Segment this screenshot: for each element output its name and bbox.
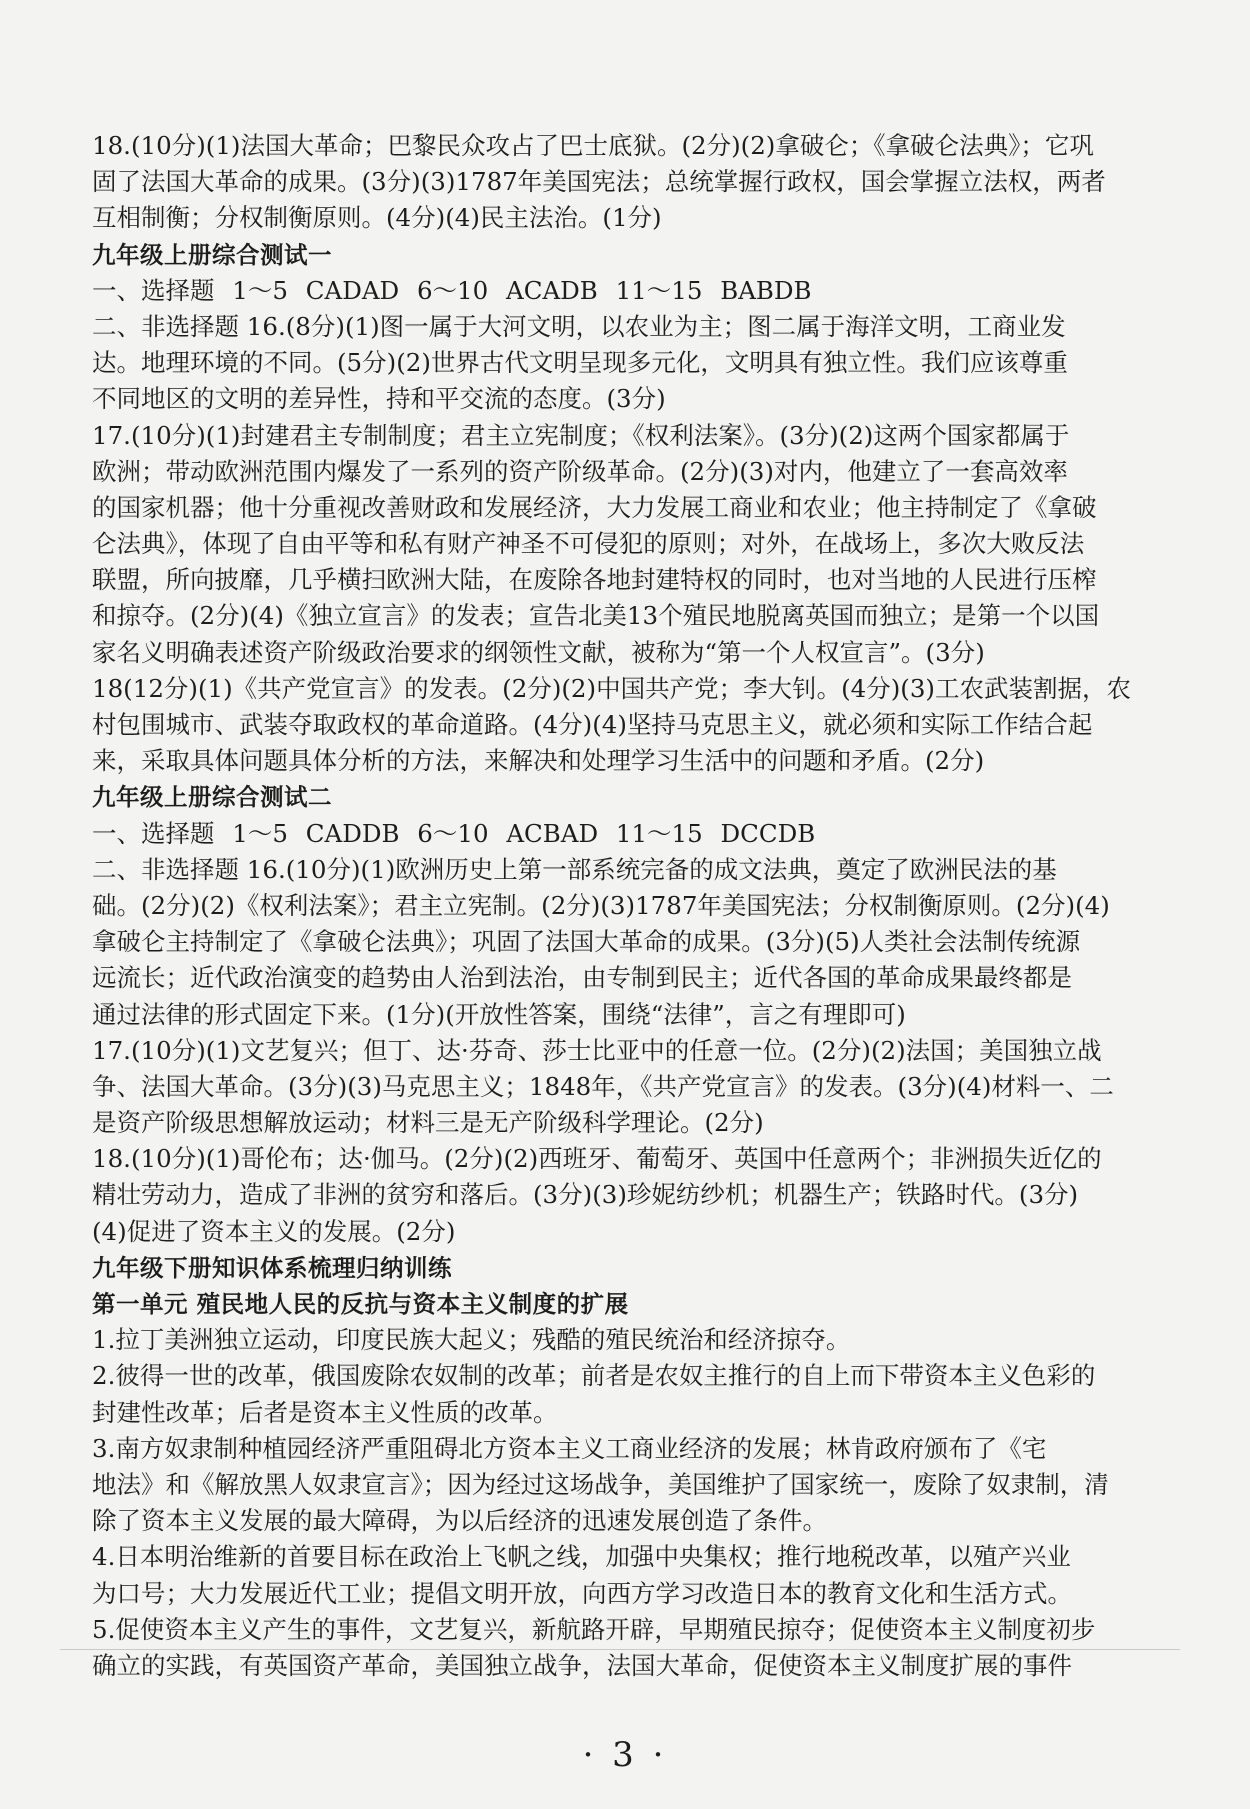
text-line: 的国家机器；他十分重视改善财政和发展经济，大力发展工商业和农业；他主持制定了《拿破: [92, 492, 1097, 522]
text-line: 村包围城市、武装夺取政权的革命道路。(4分)(4)坚持马克思主义，就必须和实际工作结合起: [92, 710, 1093, 739]
text-line: 为口号；大力发展近代工业；提倡文明开放，向西方学习改造日本的教育文化和生活方式。: [92, 1578, 1072, 1608]
text-line: 封建性改革；后者是资本主义性质的改革。: [92, 1397, 558, 1427]
text-line: 欧洲；带动欧洲范围内爆发了一系列的资产阶级革命。(2分)(3)对内，他建立了一套高效率: [92, 456, 1068, 486]
text-line: 17.(10分)(1)封建君主专制制度；君主立宪制度；《权利法案》。(3分)(2)这两个国家都属于: [92, 420, 1070, 450]
text-line: 是资产阶级思想解放运动；材料三是无产阶级科学理论。(2分): [92, 1108, 764, 1138]
text-line: 5.促使资本主义产生的事件，文艺复兴，新航路开辟，早期殖民掠夺；促使资本主义制度初步: [92, 1614, 1096, 1644]
text-line: 仑法典》，体现了自由平等和私有财产神圣不可侵犯的原则；对外，在战场上，多次大败反法: [92, 529, 1085, 559]
text-line: 3.南方奴隶制种植园经济严重阻碍北方资本主义工商业经济的发展；林肯政府颁布了《宅: [92, 1433, 1047, 1463]
text-line: 二、非选择题 16.(8分)(1)图一属于大河文明，以农业为主；图二属于海洋文明，工商业发: [92, 311, 1066, 341]
text-line: 2.彼得一世的改革，俄国废除农奴制的改革；前者是农奴主推行的自上而下带资本主义色彩的: [92, 1361, 1096, 1391]
text-line: 联盟，所向披靡，几乎横扫欧洲大陆，在废除各地封建特权的同时，也对当地的人民进行压榨: [92, 565, 1097, 595]
text-line: 达。地理环境的不同。(5分)(2)世界古代文明呈现多元化，文明具有独立性。我们应该尊重: [92, 348, 1068, 378]
text-line: 17.(10分)(1)文艺复兴；但丁、达·芬奇、莎士比亚中的任意一位。(2分)(2)法国；美国独立战: [92, 1035, 1102, 1065]
text-line: 通过法律的形式固定下来。(1分)(开放性答案，围绕“法律”，言之有理即可): [92, 999, 906, 1029]
text-line: (4)促进了资本主义的发展。(2分): [92, 1216, 456, 1246]
text-line: 1.拉丁美洲独立运动，印度民族大起义；残酷的殖民统治和经济掠夺。: [92, 1325, 851, 1355]
text-line: 二、非选择题 16.(10分)(1)欧洲历史上第一部系统完备的成文法典，奠定了欧洲民法的基: [92, 854, 1057, 884]
text-line: 固了法国大革命的成果。(3分)(3)1787年美国宪法；总统掌握行政权，国会掌握立法权，两者: [92, 167, 1106, 197]
text-line: 互相制衡；分权制衡原则。(4分)(4)民主法治。(1分): [92, 203, 662, 233]
text-line: 和掠夺。(2分)(4)《独立宣言》的发表；宣告北美13个殖民地脱离英国而独立；是第一个以国: [92, 601, 1100, 631]
multiple-choice-answers: 一、选择题 1～5 CADAD 6～10 ACADB 11～15 BABDB: [92, 275, 812, 305]
scan-divider: [60, 1649, 1180, 1650]
text-line: 确立的实践，有英国资产革命，美国独立战争，法国大革命，促使资本主义制度扩展的事件: [92, 1650, 1072, 1680]
text-line: 地法》和《解放黑人奴隶宣言》；因为经过这场战争，美国维护了国家统一，废除了奴隶制，清: [92, 1469, 1109, 1499]
text-line: 不同地区的文明的差异性，持和平交流的态度。(3分): [92, 384, 666, 414]
text-line: 18.(10分)(1)哥伦布；达·伽马。(2分)(2)西班牙、葡萄牙、英国中任意两个；非洲损失近亿的: [92, 1144, 1102, 1174]
text-line: 争、法国大革命。(3分)(3)马克思主义；1848年，《共产党宣言》的发表。(3分)(4)材料一、二: [92, 1071, 1114, 1101]
text-line: 家名义明确表述资产阶级政治要求的纲领性文献，被称为“第一个人权宣言”。(3分): [92, 637, 985, 667]
text-line: 4.日本明治维新的首要目标在政治上飞帆之线，加强中央集权；推行地税改革，以殖产兴业: [92, 1542, 1071, 1572]
text-line: 精壮劳动力，造成了非洲的贫穷和落后。(3分)(3)珍妮纺纱机；机器生产；铁路时代。(3分): [92, 1180, 1079, 1210]
unit-heading: 第一单元 殖民地人民的反抗与资本主义制度的扩展: [92, 1290, 629, 1318]
text-line: 础。(2分)(2)《权利法案》；君主立宪制。(2分)(3)1787年美国宪法；分权制衡原则。(2分)(4): [92, 890, 1110, 920]
text-line: 拿破仑主持制定了《拿破仑法典》；巩固了法国大革命的成果。(3分)(5)人类社会法制传统源: [92, 927, 1081, 957]
text-line: 18(12分)(1)《共产党宣言》的发表。(2分)(2)中国共产党；李大钊。(4分)(3)工农武装割据，农: [92, 673, 1131, 703]
section-heading: 九年级上册综合测试二: [92, 783, 332, 812]
section-heading: 九年级上册综合测试一: [92, 240, 332, 269]
text-line: 远流长；近代政治演变的趋势由人治到法治，由专制到民主；近代各国的革命成果最终都是: [92, 963, 1072, 993]
answer-text-block: [92, 128, 1162, 1684]
page-number: · 3 ·: [582, 1735, 668, 1775]
text-line: 来，采取具体问题具体分析的方法，来解决和处理学习生活中的问题和矛盾。(2分): [92, 746, 985, 776]
multiple-choice-answers: 一、选择题 1～5 CADDB 6～10 ACBAD 11～15 DCCDB: [92, 818, 816, 848]
text-line: 除了资本主义发展的最大障碍，为以后经济的迅速发展创造了条件。: [92, 1506, 827, 1536]
text-line: 18.(10分)(1)法国大革命；巴黎民众攻占了巴士底狱。(2分)(2)拿破仑；《拿破仑法典》；它巩: [92, 131, 1094, 160]
section-heading: 九年级下册知识体系梳理归纳训练: [92, 1253, 452, 1282]
